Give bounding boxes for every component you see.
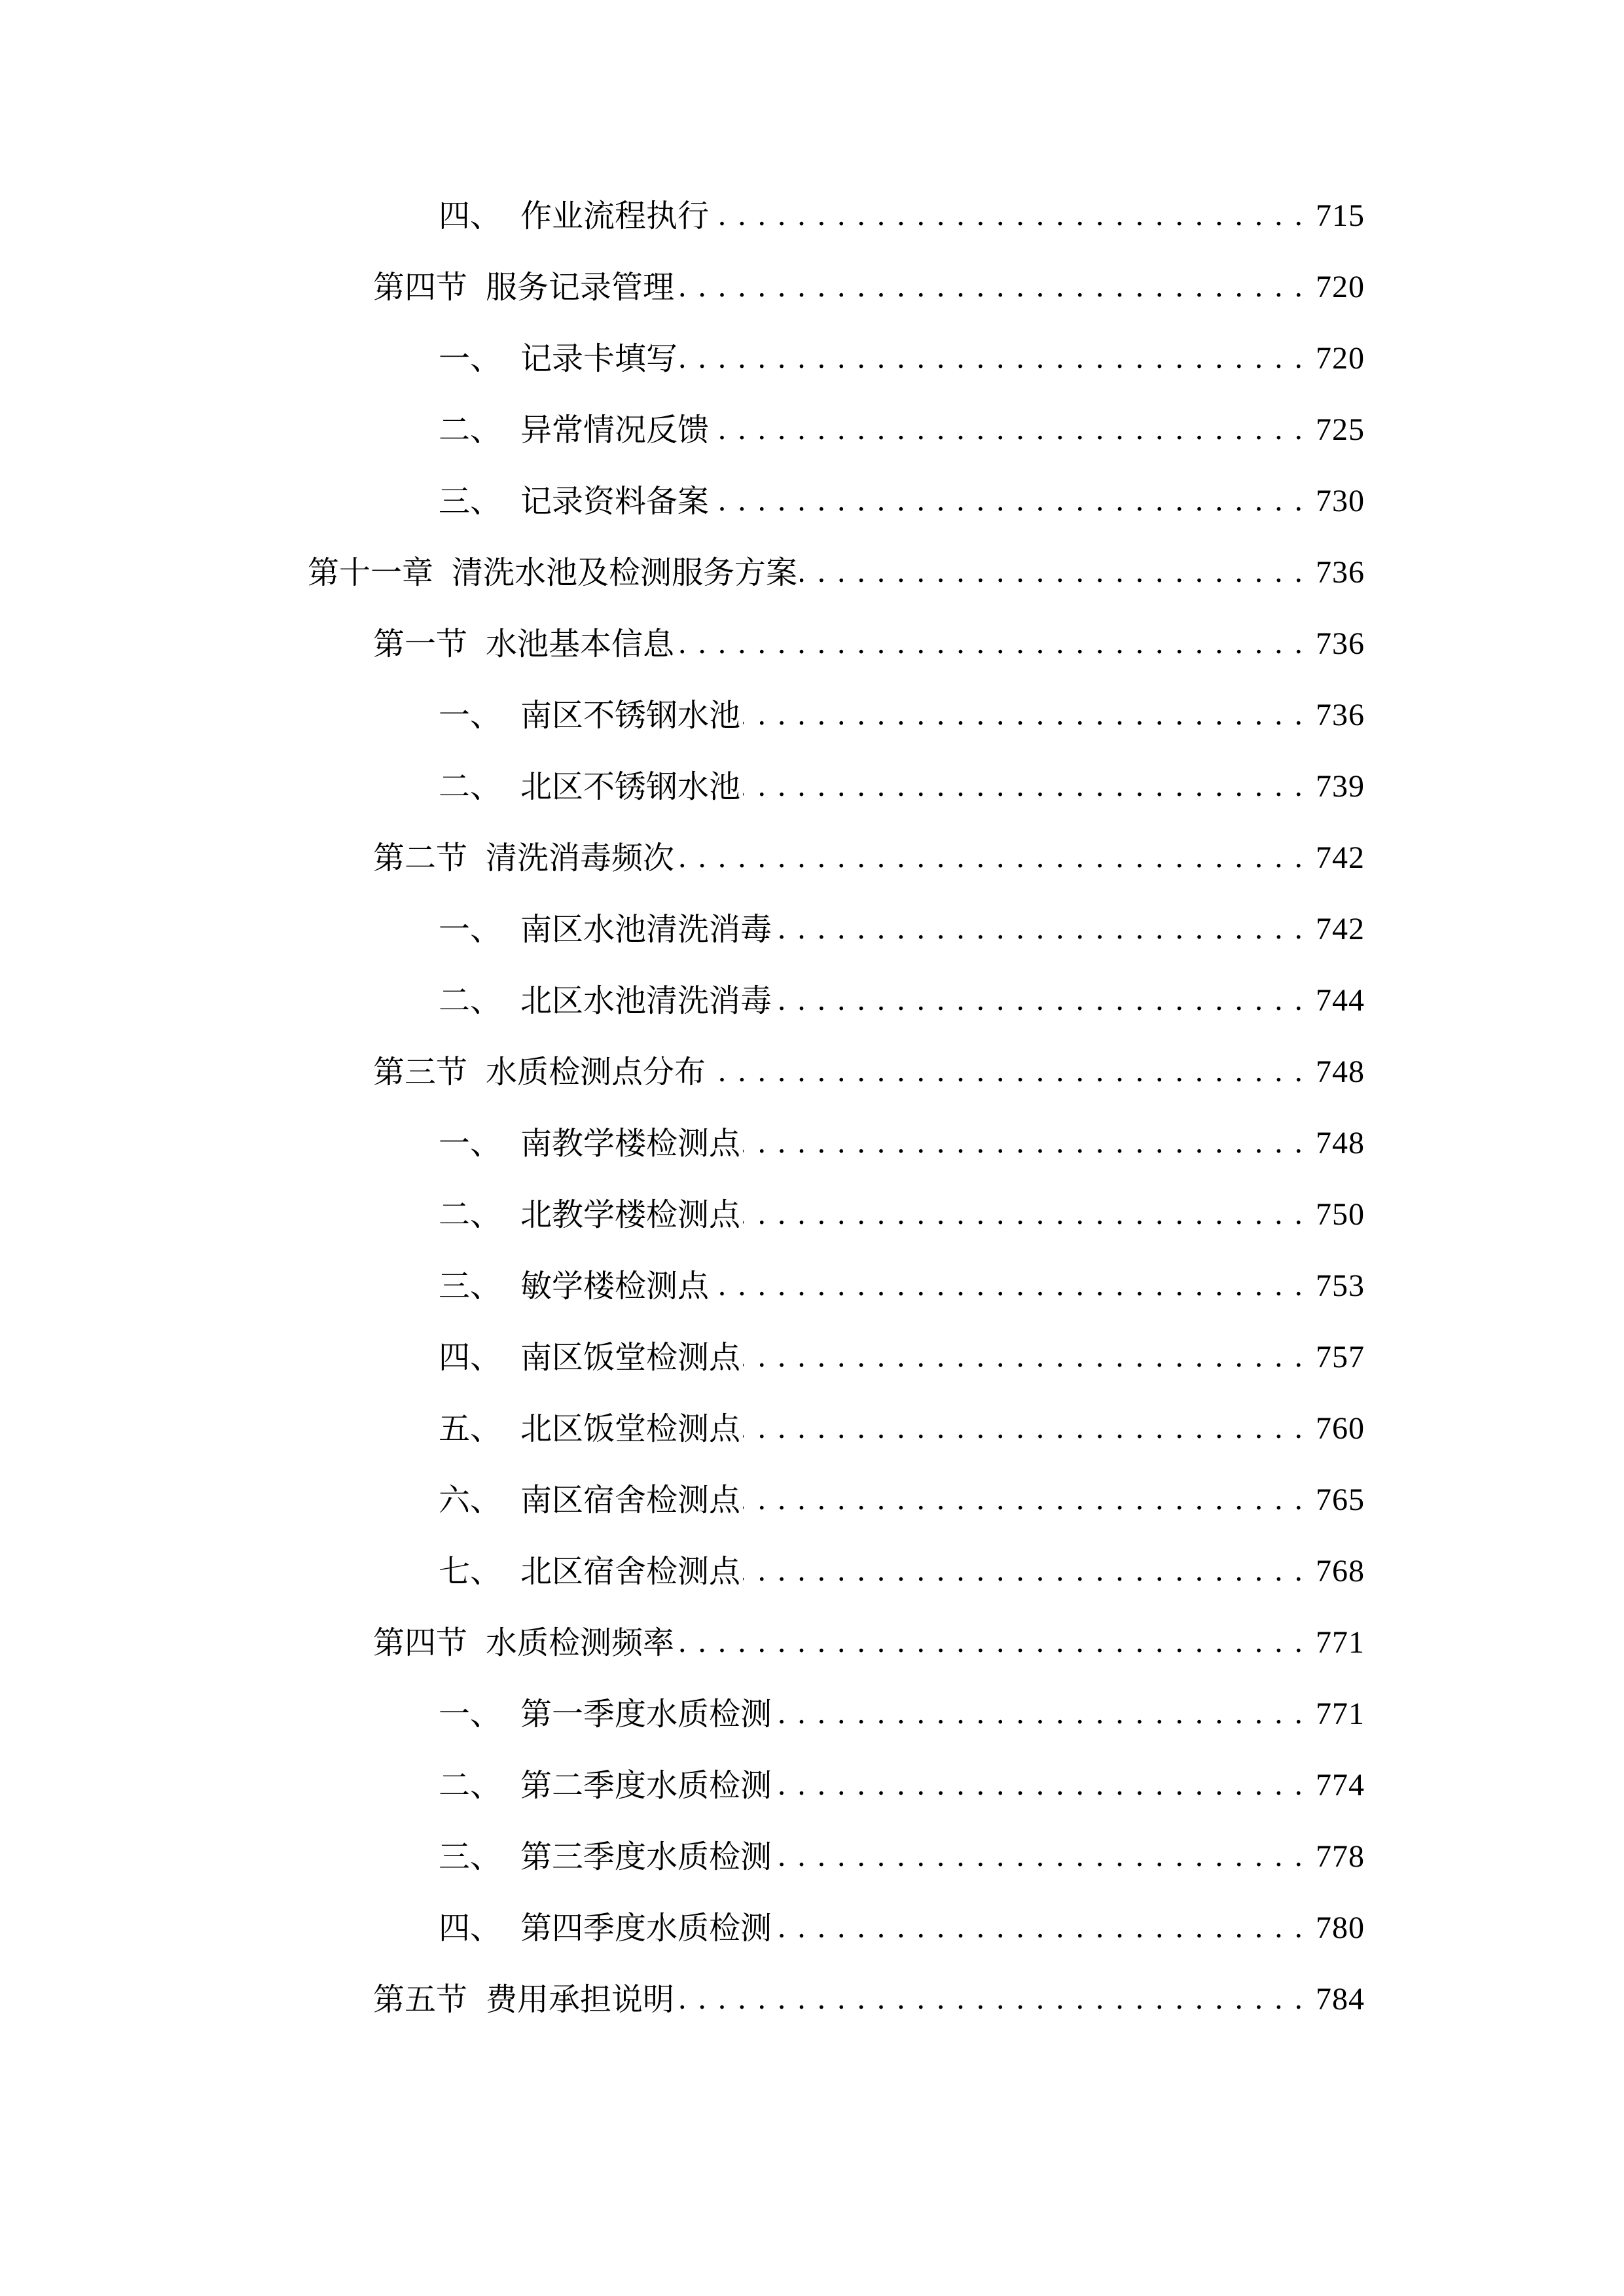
toc-entry[interactable] bbox=[373, 1977, 1365, 2022]
toc-entry-page: 753 bbox=[1316, 1268, 1365, 1303]
toc-entry-number: 一、 bbox=[439, 340, 502, 377]
toc-entry-page: 774 bbox=[1316, 1768, 1365, 1803]
toc-entry[interactable] bbox=[439, 193, 1365, 239]
toc-entry-number: 二、 bbox=[439, 1196, 502, 1233]
toc-entry[interactable] bbox=[439, 1121, 1365, 1166]
toc-entry-number: 第五节 bbox=[373, 1981, 468, 2018]
toc-entry[interactable] bbox=[439, 407, 1365, 453]
toc-entry-page: 736 bbox=[1316, 626, 1365, 661]
dot-leader bbox=[774, 906, 1304, 952]
toc-entry[interactable] bbox=[439, 1691, 1365, 1737]
toc-entry-number: 七、 bbox=[439, 1553, 502, 1590]
dot-leader bbox=[712, 407, 1304, 453]
toc-entry[interactable] bbox=[439, 1549, 1365, 1594]
toc-entry-number: 三、 bbox=[439, 1839, 502, 1875]
toc-entry-number: 一、 bbox=[439, 911, 502, 948]
toc-entry-number: 第一节 bbox=[373, 626, 468, 662]
toc-entry-title: 第一季度水质检测 bbox=[520, 1696, 772, 1732]
toc-entry-number: 三、 bbox=[439, 1268, 502, 1304]
toc-entry-number: 第四节 bbox=[373, 1624, 468, 1661]
toc-entry-page: 784 bbox=[1316, 1982, 1365, 2017]
toc-entry-page: 715 bbox=[1316, 198, 1365, 233]
dot-leader bbox=[677, 1620, 1304, 1666]
toc-entry-number: 二、 bbox=[439, 768, 502, 805]
toc-entry-title: 南区饭堂检测点 bbox=[520, 1339, 741, 1376]
toc-entry[interactable] bbox=[439, 906, 1365, 952]
toc-entry-number: 第十一章 bbox=[308, 554, 434, 591]
toc-entry-number: 一、 bbox=[439, 1125, 502, 1162]
dot-leader bbox=[743, 1192, 1304, 1238]
toc-entry-page: 768 bbox=[1316, 1554, 1365, 1588]
toc-entry[interactable] bbox=[439, 1406, 1365, 1452]
toc-entry-page: 771 bbox=[1316, 1696, 1365, 1731]
toc-entry[interactable] bbox=[439, 978, 1365, 1024]
toc-entry-page: 720 bbox=[1316, 341, 1365, 376]
toc-entry-number: 三、 bbox=[439, 483, 502, 520]
dot-leader bbox=[677, 835, 1304, 881]
toc-entry-page: 765 bbox=[1316, 1482, 1365, 1517]
dot-leader bbox=[712, 193, 1304, 239]
dot-leader bbox=[774, 1834, 1304, 1880]
toc-entry[interactable] bbox=[439, 1192, 1365, 1238]
toc-entry[interactable] bbox=[439, 336, 1365, 382]
toc-entry[interactable] bbox=[439, 1905, 1365, 1951]
toc-entry-number: 四、 bbox=[439, 1339, 502, 1376]
dot-leader bbox=[743, 764, 1304, 810]
dot-leader bbox=[743, 692, 1304, 738]
toc-entry-title: 水质检测点分布 bbox=[486, 1054, 706, 1090]
toc-entry[interactable] bbox=[439, 764, 1365, 810]
toc-entry-title: 敏学楼检测点 bbox=[520, 1268, 710, 1304]
toc-entry-number: 第二节 bbox=[373, 840, 468, 876]
toc-entry-title: 北区不锈钢水池 bbox=[520, 768, 741, 805]
toc-entry-title: 北区饭堂检测点 bbox=[520, 1410, 741, 1447]
toc-entry-number: 四、 bbox=[439, 1910, 502, 1946]
toc-entry-page: 780 bbox=[1316, 1910, 1365, 1945]
dot-leader bbox=[712, 478, 1304, 524]
toc-entry-title: 南区不锈钢水池 bbox=[520, 697, 741, 734]
toc-entry-page: 771 bbox=[1316, 1625, 1365, 1660]
toc-entry-title: 第四季度水质检测 bbox=[520, 1910, 772, 1946]
dot-leader bbox=[774, 978, 1304, 1024]
toc-entry[interactable] bbox=[373, 1049, 1365, 1095]
toc-entry-page: 750 bbox=[1316, 1197, 1365, 1232]
toc-entry-number: 第四节 bbox=[373, 269, 468, 306]
toc-entry-title: 清洗消毒频次 bbox=[486, 840, 675, 876]
toc-entry-title: 记录资料备案 bbox=[520, 483, 710, 520]
toc-entry-page: 725 bbox=[1316, 412, 1365, 447]
toc-entry-number: 六、 bbox=[439, 1482, 502, 1518]
toc-entry[interactable] bbox=[308, 550, 1365, 596]
toc-entry-page: 720 bbox=[1316, 270, 1365, 304]
dot-leader bbox=[680, 336, 1304, 382]
toc-entry-number: 四、 bbox=[439, 198, 502, 234]
toc-entry-number: 一、 bbox=[439, 697, 502, 734]
toc-entry-title: 费用承担说明 bbox=[486, 1981, 675, 2018]
toc-entry-page: 748 bbox=[1316, 1126, 1365, 1160]
toc-entry[interactable] bbox=[373, 264, 1365, 310]
dot-leader bbox=[743, 1335, 1304, 1380]
dot-leader bbox=[677, 1977, 1304, 2022]
dot-leader bbox=[774, 1905, 1304, 1951]
toc-entry-title: 南教学楼检测点 bbox=[520, 1125, 741, 1162]
dot-leader bbox=[774, 1691, 1304, 1737]
toc-entry-title: 服务记录管理 bbox=[486, 269, 675, 306]
toc-entry-title: 南区水池清洗消毒 bbox=[520, 911, 772, 948]
toc-entry-page: 730 bbox=[1316, 484, 1365, 518]
dot-leader bbox=[708, 1049, 1304, 1095]
toc-entry-number: 第三节 bbox=[373, 1054, 468, 1090]
dot-leader bbox=[743, 1121, 1304, 1166]
dot-leader bbox=[677, 264, 1304, 310]
toc-entry-title: 北区水池清洗消毒 bbox=[520, 982, 772, 1019]
dot-leader bbox=[712, 1263, 1304, 1309]
toc-entry-page: 742 bbox=[1316, 840, 1365, 875]
toc-entry[interactable] bbox=[373, 1620, 1365, 1666]
toc-entry[interactable] bbox=[439, 478, 1365, 524]
toc-entry-page: 742 bbox=[1316, 912, 1365, 946]
dot-leader bbox=[743, 1477, 1304, 1523]
dot-leader bbox=[800, 550, 1304, 596]
dot-leader bbox=[743, 1406, 1304, 1452]
toc-entry-title: 水质检测频率 bbox=[486, 1624, 675, 1661]
dot-leader bbox=[743, 1549, 1304, 1594]
toc-entry[interactable] bbox=[439, 1263, 1365, 1309]
toc-entry-number: 五、 bbox=[439, 1410, 502, 1447]
toc-entry-page: 736 bbox=[1316, 555, 1365, 590]
toc-entry[interactable] bbox=[439, 1477, 1365, 1523]
toc-entry-page: 760 bbox=[1316, 1411, 1365, 1446]
toc-entry[interactable] bbox=[439, 1335, 1365, 1380]
toc-entry-title: 北教学楼检测点 bbox=[520, 1196, 741, 1233]
toc-entry-title: 水池基本信息 bbox=[486, 626, 675, 662]
toc-entry-title: 南区宿舍检测点 bbox=[520, 1482, 741, 1518]
toc-entry-number: 二、 bbox=[439, 1767, 502, 1804]
toc-entry-page: 739 bbox=[1316, 769, 1365, 804]
toc-entry-title: 作业流程执行 bbox=[520, 198, 710, 234]
toc-entry-page: 744 bbox=[1316, 983, 1365, 1018]
toc-entry-page: 757 bbox=[1316, 1340, 1365, 1374]
toc-entry-number: 二、 bbox=[439, 412, 502, 448]
toc-entry-page: 778 bbox=[1316, 1839, 1365, 1874]
toc-entry-title: 异常情况反馈 bbox=[520, 412, 710, 448]
toc-entry[interactable] bbox=[439, 1834, 1365, 1880]
toc-entry[interactable] bbox=[439, 692, 1365, 738]
toc-entry-title: 第三季度水质检测 bbox=[520, 1839, 772, 1875]
toc-entry-title: 第二季度水质检测 bbox=[520, 1767, 772, 1804]
toc-entry-page: 748 bbox=[1316, 1054, 1365, 1089]
toc-entry[interactable] bbox=[439, 1763, 1365, 1808]
toc-entry[interactable] bbox=[373, 621, 1365, 667]
toc-entry-title: 清洗水池及检测服务方案 bbox=[452, 554, 798, 591]
toc-entry-page: 736 bbox=[1316, 698, 1365, 732]
toc-entry[interactable] bbox=[373, 835, 1365, 881]
toc-entry-number: 二、 bbox=[439, 982, 502, 1019]
toc-entry-title: 北区宿舍检测点 bbox=[520, 1553, 741, 1590]
toc-entry-title: 记录卡填写 bbox=[520, 340, 678, 377]
dot-leader bbox=[774, 1763, 1304, 1808]
dot-leader bbox=[677, 621, 1304, 667]
toc-entry-number: 一、 bbox=[439, 1696, 502, 1732]
